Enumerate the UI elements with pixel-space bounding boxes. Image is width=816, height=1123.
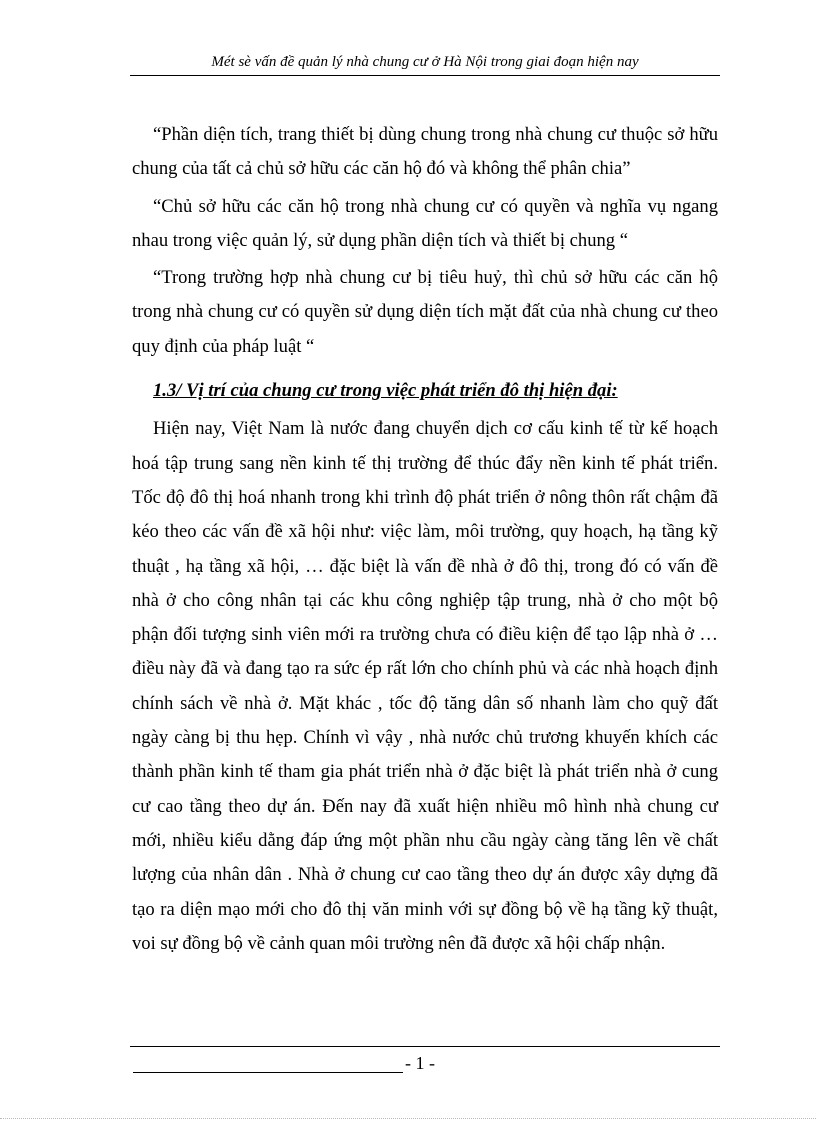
paragraph-main: Hiện nay, Việt Nam là nước đang chuyển dịch cơ cấu kinh tế từ kế hoạch hoá tập trung sang nền kinh tế thị trường để thúc đẩy nền kinh tế phát triển. Tốc độ đô thị hoá nhanh trong khi trình độ phát triển ở nông thôn rất chậm đã kéo theo các vấn đề xã hội như: việc làm, môi trường, quy hoạch, hạ tầng kỹ thuật , hạ tầng xã hội, … đặc biệt là vấn đề nhà ở đô thị, trong đó có vấn đề nhà ở cho công nhân tại các khu công nghiệp tập trung, nhà ở cho một bộ phận đối tượng sinh viên mới ra trường chưa có điều kiện để tạo lập nhà ở …điều này đã và đang tạo ra sức ép rất lớn cho chính phủ và các nhà hoạch định chính sách về nhà ở. Mặt khác , tốc độ tăng dân số nhanh làm cho quỹ đất ngày càng bị thu hẹp. Chính vì vậy , nhà nước chủ trương khuyến khích các thành phần kinh tế tham gia phát triển nhà ở đặc biệt là phát triển nhà ở cung cư cao tầng theo dự án. Đến nay đã xuất hiện nhiều mô hình nhà chung cư mới, nhiều kiểu dằng đáp ứng một phần nhu cầu ngày càng tăng lên về chất lượng của nhân dân . Nhà ở chung cư cao tầng theo dự án được xây dựng đã tạo ra diện mạo mới cho đô thị văn minh với sự đồng bộ về hạ tầng kỹ thuật, voi sự đồng bộ về cảnh quan môi trường nên đã được xã hội chấp nhận. (132, 418, 718, 954)
section-heading: 1.3/ Vị trí của chung cư trong việc phát triển đô thị hiện đại: (153, 380, 618, 402)
page-bottom-border (0, 1118, 816, 1119)
footer-divider (130, 1046, 720, 1047)
page-body (132, 118, 718, 961)
header-divider (130, 75, 720, 76)
paragraph-2: “Chủ sở hữu các căn hộ trong nhà chung cư có quyền và nghĩa vụ ngang nhau trong việc quản lý, sử dụng phần diện tích và thiết bị chung “ (132, 195, 718, 251)
paragraph-1: “Phần diện tích, trang thiết bị dùng chung trong nhà chung cư thuộc sở hữu chung của tất cả chủ sở hữu các căn hộ đó và không thể phân chia” (132, 124, 718, 180)
page-number: - 1 - (405, 1053, 435, 1073)
footer-underline (133, 1072, 403, 1073)
paragraph-3: “Trong trường hợp nhà chung cư bị tiêu huỷ, thì chủ sở hữu các căn hộ trong nhà chung cư có quyền sử dụng diện tích mặt đất của nhà chung cư theo quy định của pháp luật “ (132, 267, 718, 357)
running-header: Mét sè vấn đề quản lý nhà chung cư ở Hà Nội trong giai đoạn hiện nay (211, 54, 639, 70)
